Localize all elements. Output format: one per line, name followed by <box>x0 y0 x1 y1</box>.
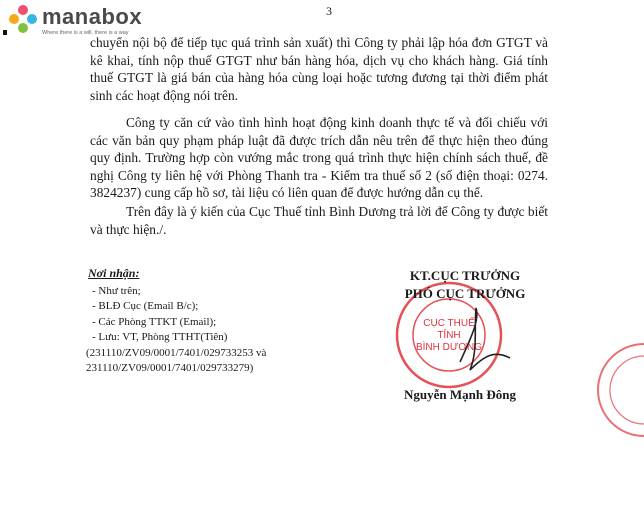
stamp-text-3: BÌNH DƯƠNG <box>415 342 483 353</box>
paragraph-3: Trên đây là ý kiến của Cục Thuế tỉnh Bình Dương trả lời để Công ty được biết và thực hiện./. <box>90 204 548 237</box>
recipient-item: - Lưu: VT, Phòng TTHT(Tiên) <box>92 331 228 343</box>
corner-mark <box>3 30 7 35</box>
recipient-item: - BLĐ Cục (Email B/c); <box>92 300 199 312</box>
signer-title-1: KT.CỤC TRƯỞNG <box>409 268 521 283</box>
reference-line-2: 231110/ZV09/0001/7401/029733279) <box>86 362 254 374</box>
paragraph-1: chuyển nội bộ để tiếp tục quá trình sản xuất) thì Công ty phải lập hóa đơn GTGT và kê khai, tính nộp thuế GTGT như bán hàng hóa, dịch vụ cho khách hàng. Giá tính thuế GTGT là giá bán của hàng hóa cùng loại hoặc tương đương tại thời điểm phát sinh các hoạt động nói trên. <box>90 35 548 103</box>
paragraph-2: Công ty căn cứ vào tình hình hoạt động kinh doanh thực tế và đối chiếu với các văn bản quy phạm pháp luật đã được trích dẫn nêu trên để thực hiện theo đúng quy định. Trường hợp còn vướng mắc trong quá trình thực hiện chính sách thuế, đề nghị Công ty liên hệ với Phòng Thanh tra - Kiểm tra thuế số 2 (số điện thoại: 0274. 3824237) cung cấp hồ sơ, tài liệu có liên quan để được hướng dẫn cụ thể. <box>90 115 548 201</box>
signer-name: Nguyễn Mạnh Đông <box>404 387 516 402</box>
page-number: 3 <box>326 4 332 18</box>
recipients-title: Nơi nhận: <box>88 266 140 280</box>
signer-title-2: PHÓ CỤC TRƯỞNG <box>404 286 526 301</box>
manabox-logo-icon <box>8 4 38 34</box>
handwritten-signature <box>440 300 520 380</box>
recipient-item: - Như trên; <box>92 284 141 297</box>
watermark-brand: manabox <box>42 4 143 29</box>
signer-block <box>380 267 550 303</box>
reference-line-1: (231110/ZV09/0001/7401/029733253 và <box>86 346 267 359</box>
recipient-item: - Các Phòng TTKT (Email); <box>92 315 217 328</box>
recipients-block <box>88 266 266 377</box>
watermark-tagline: Where there is a will, there is a way <box>42 30 129 36</box>
stamp-text-2: TỈNH <box>437 330 461 341</box>
partial-stamp <box>586 340 644 440</box>
stamp-text-1: CỤC THUẾ <box>423 318 475 329</box>
